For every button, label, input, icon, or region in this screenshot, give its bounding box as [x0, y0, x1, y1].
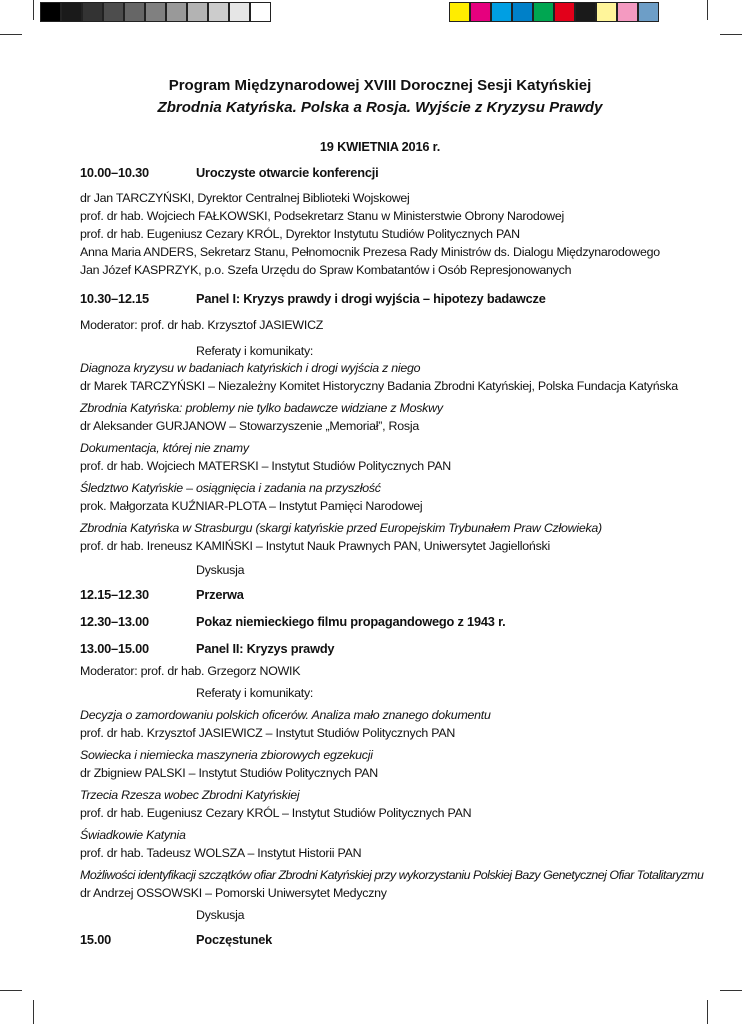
paper-author: prof. dr hab. Eugeniusz Cezary KRÓL – Instytut Studiów Politycznych PAN	[80, 806, 472, 820]
paper-author: dr Aleksander GURJANOW – Stowarzyszenie „Memoriał”, Rosja	[80, 419, 419, 433]
paper-author: dr Marek TARCZYŃSKI – Niezależny Komitet Historyczny Badania Zbrodni Katyńskiej, Polska Fundacja Katyńska	[80, 379, 678, 393]
session-time: 12.15–12.30	[80, 587, 149, 602]
color-swatch	[166, 2, 187, 22]
crop-mark	[33, 0, 34, 20]
color-swatch	[512, 2, 533, 22]
session-title: Uroczyste otwarcie konferencji	[196, 165, 379, 180]
color-swatch	[554, 2, 575, 22]
color-swatch	[103, 2, 124, 22]
crop-mark	[707, 1000, 708, 1024]
color-swatch	[470, 2, 491, 22]
paper-author: dr Zbigniew PALSKI – Instytut Studiów Politycznych PAN	[80, 766, 379, 780]
color-swatch	[61, 2, 82, 22]
paper-title: Diagnoza kryzysu w badaniach katyńskich i drogi wyjścia z niego	[80, 361, 421, 375]
color-swatch	[596, 2, 617, 22]
paper-title: Świadkowie Katynia	[80, 828, 186, 842]
paper-title: Dokumentacja, której nie znamy	[80, 441, 249, 455]
paper-author: prof. dr hab. Wojciech MATERSKI – Instytut Studiów Politycznych PAN	[80, 459, 451, 473]
moderator-line: Moderator: prof. dr hab. Krzysztof JASIEWICZ	[80, 318, 324, 332]
crop-mark	[0, 990, 22, 991]
paper-author: prof. dr hab. Krzysztof JASIEWICZ – Instytut Studiów Politycznych PAN	[80, 726, 456, 740]
color-swatch	[229, 2, 250, 22]
document-title: Program Międzynarodowej XVIII Dorocznej Sesji Katyńskiej	[168, 77, 592, 94]
paper-title: Śledztwo Katyńskie – osiągnięcia i zadania na przyszłość	[80, 481, 381, 495]
session-time: 10.30–12.15	[80, 291, 149, 306]
session-time: 13.00–15.00	[80, 641, 149, 656]
paper-title: Trzecia Rzesza wobec Zbrodni Katyńskiej	[80, 788, 300, 802]
papers-label: Referaty i komunikaty:	[196, 686, 314, 700]
session-title: Pokaz niemieckiego filmu propagandowego z 1943 r.	[196, 614, 506, 629]
speaker-line: prof. dr hab. Eugeniusz Cezary KRÓL, Dyrektor Instytutu Studiów Politycznych PAN	[80, 227, 520, 241]
speaker-line: dr Jan TARCZYŃSKI, Dyrektor Centralnej Biblioteki Wojskowej	[80, 191, 410, 205]
session-time: 12.30–13.00	[80, 614, 149, 629]
color-registration-bar	[449, 2, 659, 22]
crop-mark	[33, 1000, 34, 1024]
paper-author: prof. dr hab. Ireneusz KAMIŃSKI – Instytut Nauk Prawnych PAN, Uniwersytet Jagielloński	[80, 539, 550, 553]
crop-mark	[707, 0, 708, 20]
color-swatch	[449, 2, 470, 22]
crop-mark	[0, 34, 22, 35]
paper-author: dr Andrzej OSSOWSKI – Pomorski Uniwersytet Medyczny	[80, 886, 387, 900]
color-swatch	[533, 2, 554, 22]
paper-author: prok. Małgorzata KUŹNIAR-PLOTA – Instytut Pamięci Narodowej	[80, 499, 423, 513]
session-time: 10.00–10.30	[80, 165, 149, 180]
speaker-line: prof. dr hab. Wojciech FAŁKOWSKI, Podsekretarz Stanu w Ministerstwie Obrony Narodowej	[80, 209, 564, 223]
papers-label: Referaty i komunikaty:	[196, 344, 314, 358]
color-swatch	[187, 2, 208, 22]
session-title: Przerwa	[196, 587, 244, 602]
session-time: 15.00	[80, 932, 112, 947]
color-swatch	[145, 2, 166, 22]
color-swatch	[250, 2, 271, 22]
speaker-line: Jan Józef KASPRZYK, p.o. Szefa Urzędu do Spraw Kombatantów i Osób Represjonowanych	[80, 263, 572, 277]
color-swatch	[40, 2, 61, 22]
color-swatch	[124, 2, 145, 22]
color-swatch	[82, 2, 103, 22]
paper-title: Zbrodnia Katyńska: problemy nie tylko badawcze widziane z Moskwy	[80, 401, 443, 415]
paper-title: Sowiecka i niemiecka maszyneria zbiorowych egzekucji	[80, 748, 373, 762]
event-date: 19 KWIETNIA 2016 r.	[319, 139, 441, 154]
moderator-line: Moderator: prof. dr hab. Grzegorz NOWIK	[80, 664, 301, 678]
paper-title: Możliwości identyfikacji szczątków ofiar Zbrodni Katyńskiej przy wykorzystaniu Polskiej Bazy Genetycznej Ofiar Totalitaryzmu	[80, 868, 704, 882]
discussion-label: Dyskusja	[196, 563, 245, 577]
paper-title: Zbrodnia Katyńska w Strasburgu (skargi katyńskie przed Europejskim Trybunałem Praw Człowieka)	[80, 521, 602, 535]
session-title: Poczęstunek	[196, 932, 273, 947]
paper-title: Decyzja o zamordowaniu polskich oficerów. Analiza mało znanego dokumentu	[80, 708, 491, 722]
color-swatch	[491, 2, 512, 22]
session-title: Panel II: Kryzys prawdy	[196, 641, 335, 656]
session-title: Panel I: Kryzys prawdy i drogi wyjścia – hipotezy badawcze	[196, 291, 546, 306]
crop-mark	[720, 990, 742, 991]
color-swatch	[575, 2, 596, 22]
paper-author: prof. dr hab. Tadeusz WOLSZA – Instytut Historii PAN	[80, 846, 362, 860]
color-swatch	[617, 2, 638, 22]
crop-mark	[720, 34, 742, 35]
discussion-label: Dyskusja	[196, 908, 245, 922]
color-swatch	[638, 2, 659, 22]
document-subtitle: Zbrodnia Katyńska. Polska a Rosja. Wyjście z Kryzysu Prawdy	[157, 99, 603, 116]
color-swatch	[208, 2, 229, 22]
grayscale-registration-bar	[40, 2, 271, 22]
speaker-line: Anna Maria ANDERS, Sekretarz Stanu, Pełnomocnik Prezesa Rady Ministrów ds. Dialogu Międzynarodowego	[80, 245, 660, 259]
